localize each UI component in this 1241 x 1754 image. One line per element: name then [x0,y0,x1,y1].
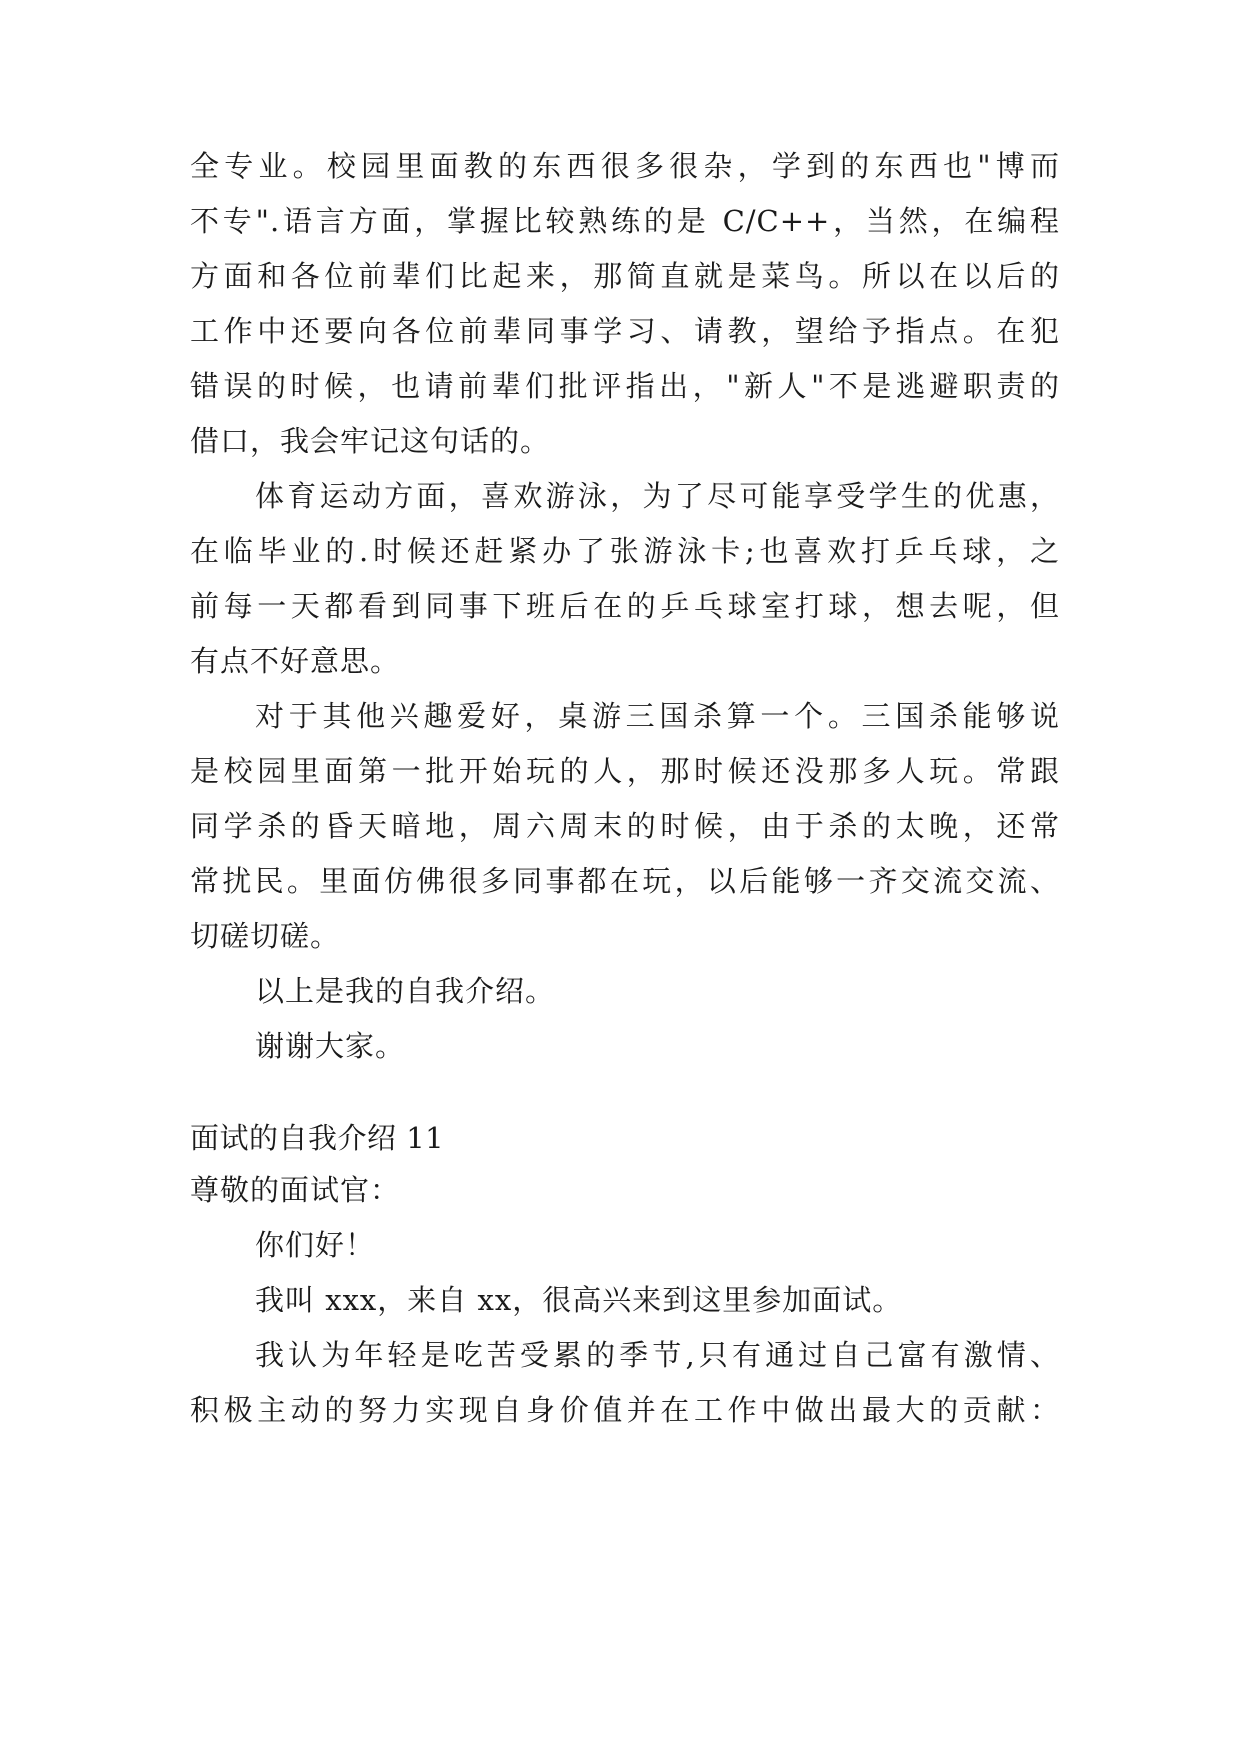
paragraph-line: 方面和各位前辈们比起来，那简直就是菜鸟。所以在以后的 [190,259,1060,293]
paragraph-line: 错误的时候，也请前辈们批评指出，"新人"不是逃避职责的 [190,369,1060,403]
paragraph-line: 在临毕业的.时候还赶紧办了张游泳卡;也喜欢打乒乓球，之 [190,534,1060,568]
paragraph-line: 对于其他兴趣爱好，桌游三国杀算一个。三国杀能够说 [255,699,1060,733]
paragraph-line: 常扰民。里面仿佛很多同事都在玩，以后能够一齐交流交流、 [190,864,1060,898]
paragraph-line: 我认为年轻是吃苦受累的季节,只有通过自己富有激情、 [255,1338,1060,1372]
paragraph-line: 以上是我的自我介绍。 [255,974,556,1008]
paragraph-line: 我叫 xxx，来自 xx，很高兴来到这里参加面试。 [255,1283,903,1317]
paragraph-line: 谢谢大家。 [255,1029,406,1063]
paragraph-line: 是校园里面第一批开始玩的人，那时候还没那多人玩。常跟 [190,754,1060,788]
paragraph-line: 切磋切磋。 [190,919,341,953]
paragraph-line: 体育运动方面，喜欢游泳，为了尽可能享受学生的优惠， [255,479,1060,513]
paragraph-line: 你们好！ [255,1228,376,1262]
paragraph-line: 有点不好意思。 [190,644,401,678]
section-heading: 面试的自我介绍 11 [190,1121,445,1155]
paragraph-line: 同学杀的昏天暗地，周六周末的时候，由于杀的太晚，还常 [190,809,1060,843]
salutation: 尊敬的面试官： [190,1173,401,1207]
paragraph-line: 全专业。校园里面教的东西很多很杂，学到的东西也"博而 [190,149,1060,183]
paragraph-line: 前每一天都看到同事下班后在的乒乓球室打球，想去呢，但 [190,589,1060,623]
paragraph-line: 不专".语言方面，掌握比较熟练的是 C/C++，当然，在编程 [190,204,1060,238]
paragraph-line: 工作中还要向各位前辈同事学习、请教，望给予指点。在犯 [190,314,1060,348]
paragraph-line: 积极主动的努力实现自身价值并在工作中做出最大的贡献： [190,1393,1060,1427]
paragraph-line: 借口，我会牢记这句话的。 [190,424,551,458]
